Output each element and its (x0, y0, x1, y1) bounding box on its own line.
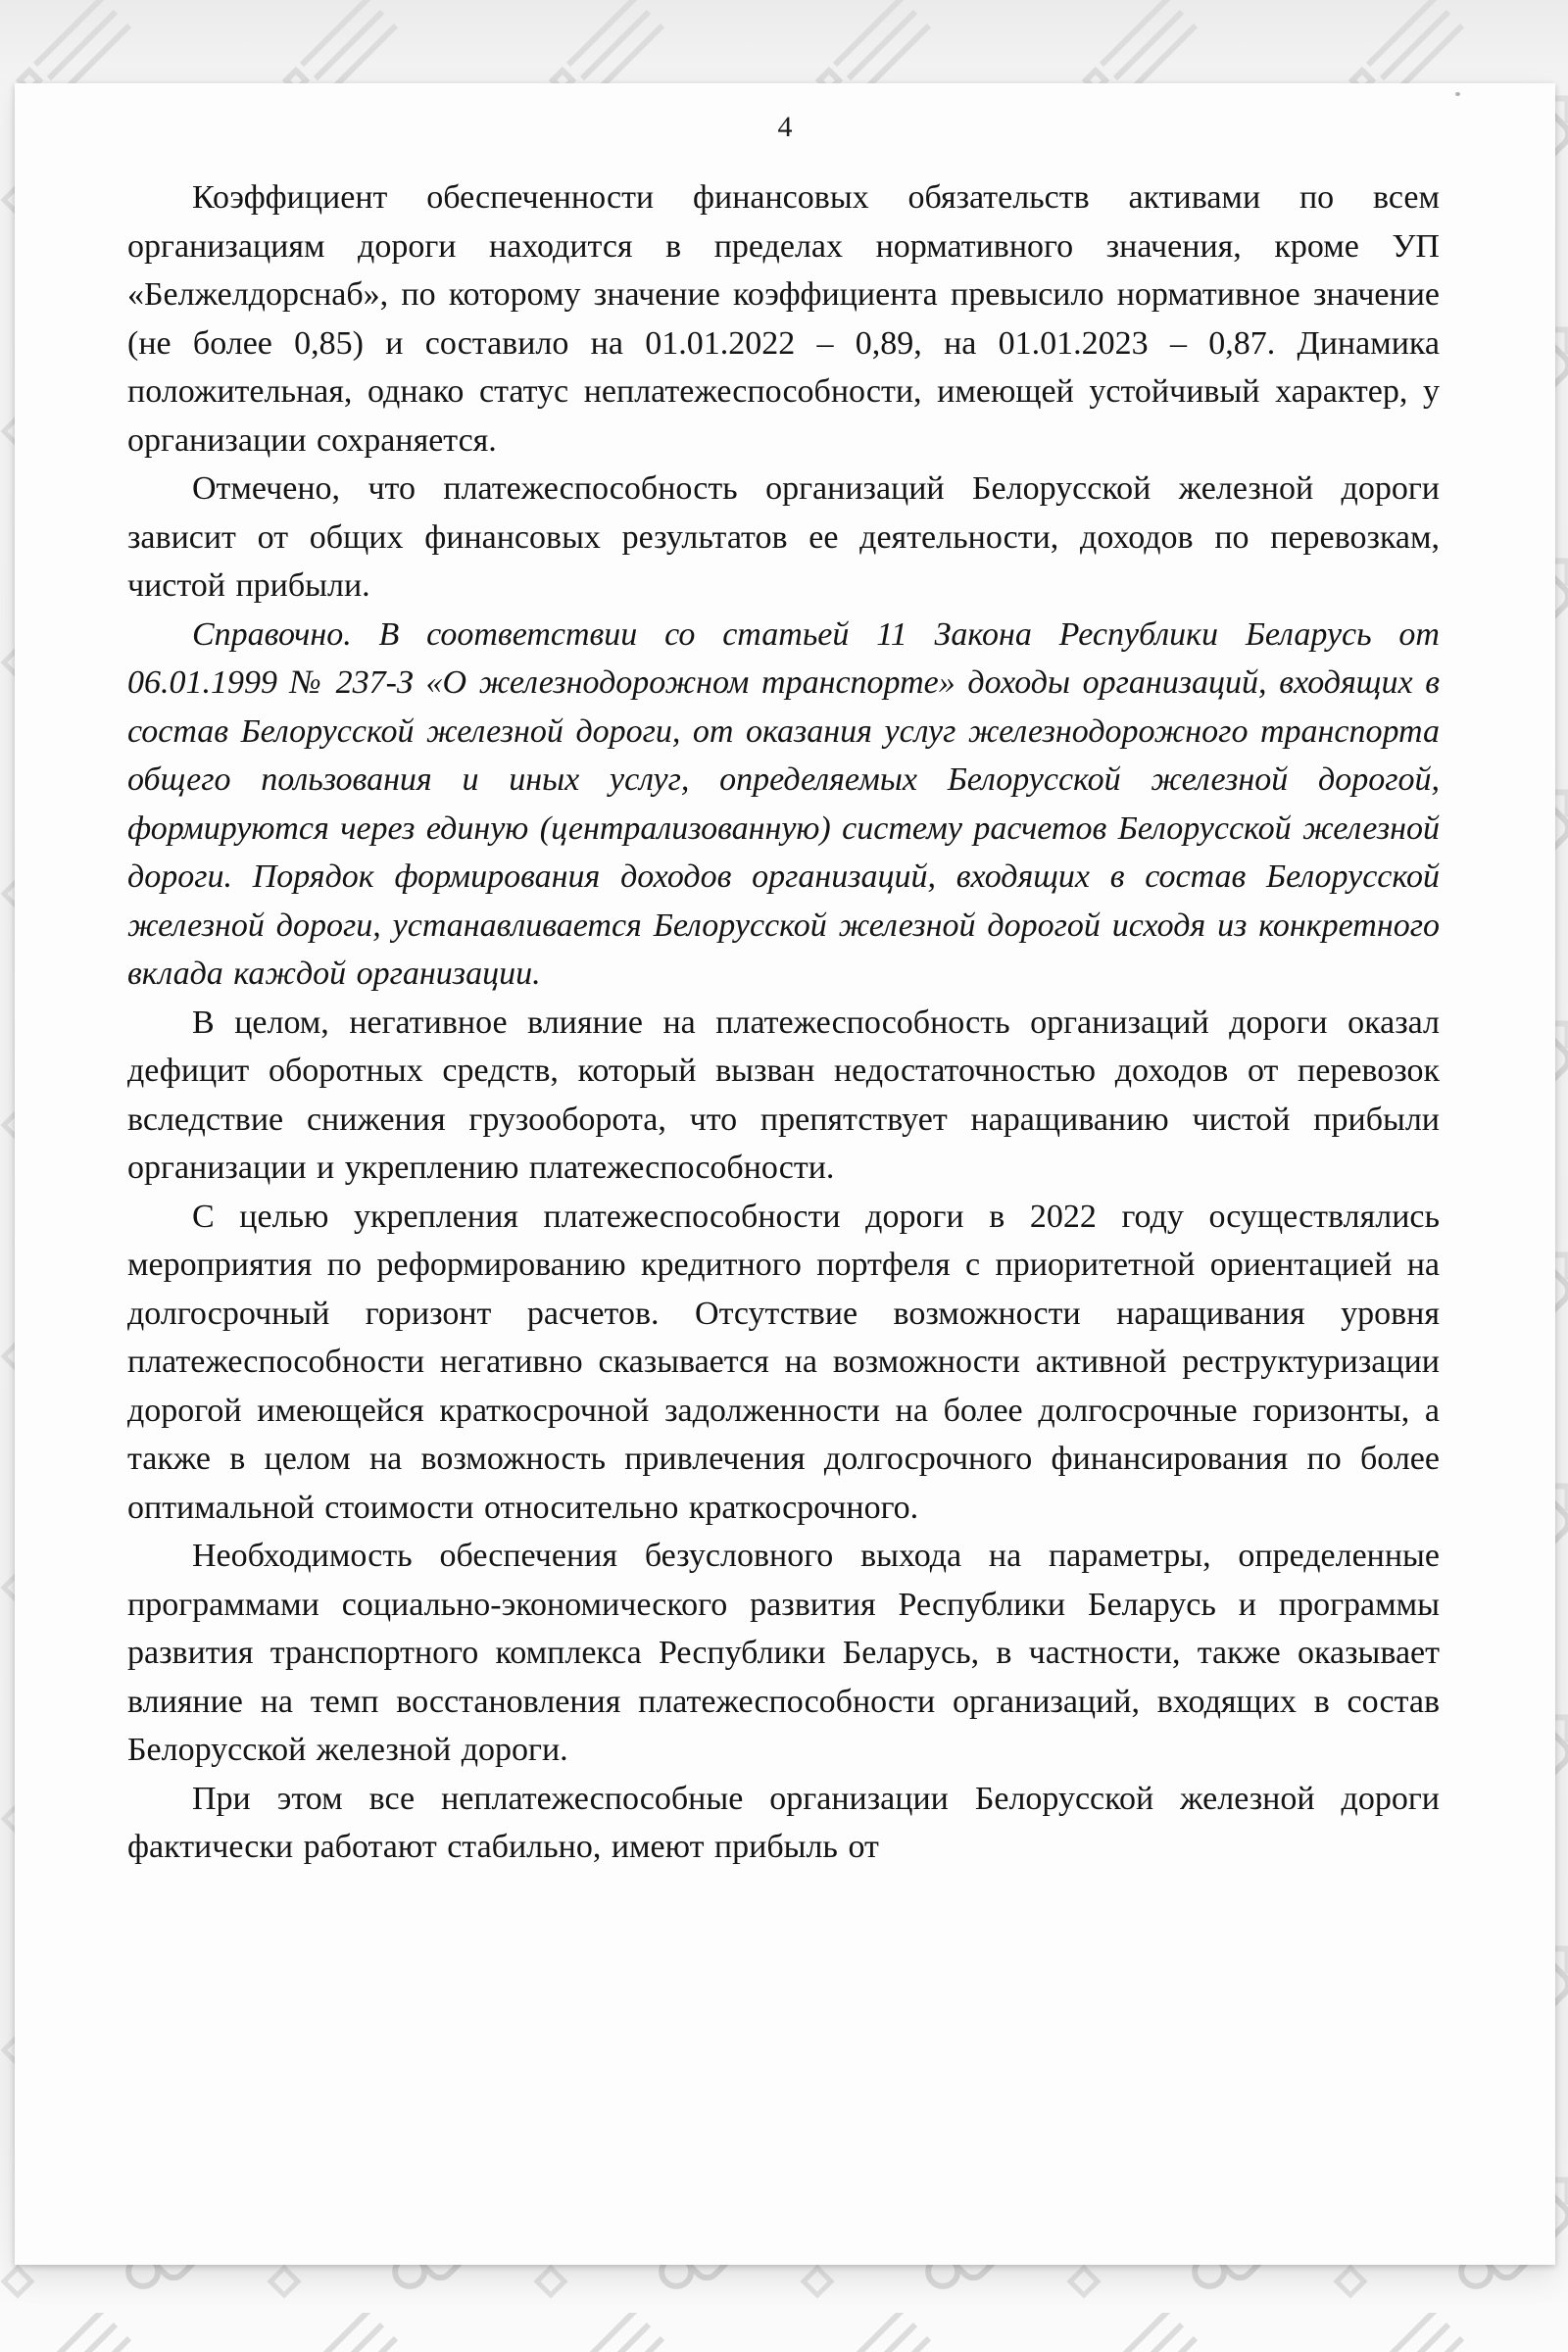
paragraph-noted: Отмечено, что платежеспособность организаций Белорусской железной дороги зависит от общих финансовых результатов ее деятельности, доходов по перевозкам, чистой прибыли. (127, 470, 1440, 604)
paragraph-coefficient: Коэффициент обеспеченности финансовых обязательств активами по всем организациям дороги находится в пределах нормативного значения, кроме УП «Белжелдорснаб», по которому значение коэффициента превысило нормативное значение (не более 0,85) и составило на 01.01.2022 – 0,89, на 01.01.2023 – 0,87. Динамика положительная, однако статус неплатежеспособности, имеющей устойчивый характер, у организации сохраняется. (127, 179, 1440, 459)
page-text-block (127, 173, 1440, 1872)
page-number: 4 (777, 111, 793, 143)
paragraph-necessity: Необходимость обеспечения безусловного выхода на параметры, определенные программами социально-экономического развития Республики Беларусь и программы развития транспортного комплекса Республики Беларусь, в частности, также оказывает влияние на темп восстановления платежеспособности организаций, входящих в состав Белорусской железной дороги. (127, 1538, 1440, 1768)
paragraph-negative-influence: В целом, негативное влияние на платежеспособность организаций дороги оказал дефицит оборотных средств, который вызван недостаточностью доходов от перевозок вследствие снижения грузооборота, что препятствует наращиванию чистой прибыли организации и укреплению платежеспособности. (127, 1004, 1440, 1186)
paragraph-insolvent-organizations: При этом все неплатежеспособные организации Белорусской железной дороги фактически работают стабильно, имеют прибыль от (127, 1780, 1440, 1865)
document-page (15, 83, 1555, 2265)
paragraph-reference-note: Справочно. В соответствии со статьей 11 Закона Республики Беларусь от 06.01.1999 № 237-З «О железнодорожном транспорте» доходы организаций, входящих в состав Белорусской железной дороги, от оказания услуг железнодорожного транспорта общего пользования и иных услуг, определяемых Белорусской железной дорогой, формируются через единую (централизованную) систему расчетов Белорусской железной дороги. Порядок формирования доходов организаций, входящих в состав Белорусской железной дороги, устанавливается Белорусской железной дорогой исходя из конкретного вклада каждой организации. (127, 615, 1440, 992)
scan-speck (1455, 92, 1460, 96)
paragraph-strengthening-measures: С целью укрепления платежеспособности дороги в 2022 году осуществлялись мероприятия по реформированию кредитного портфеля с приоритетной ориентацией на долгосрочный горизонт расчетов. Отсутствие возможности наращивания уровня платежеспособности негативно сказывается на возможности активной реструктуризации дорогой имеющейся краткосрочной задолженности на более долгосрочные горизонты, а также в целом на возможность привлечения долгосрочного финансирования по более оптимальной стоимости относительно краткосрочного. (127, 1198, 1440, 1526)
